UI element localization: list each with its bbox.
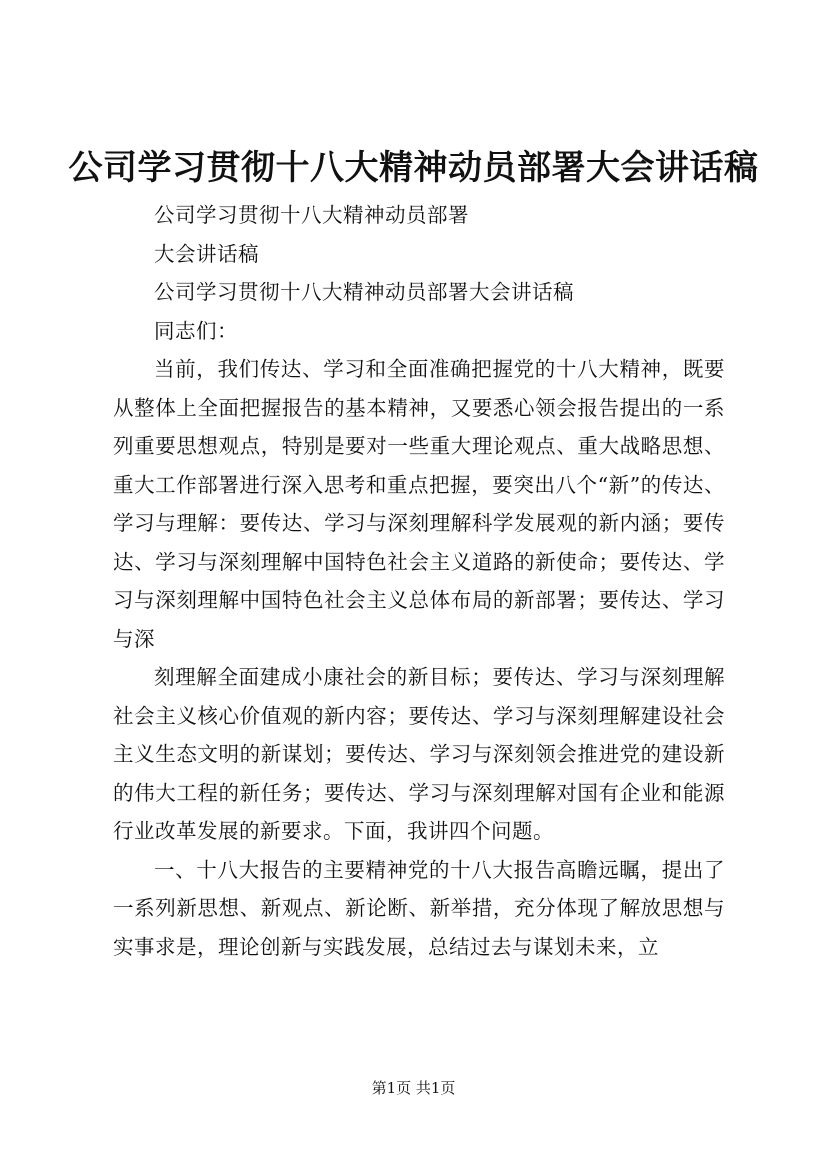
paragraph-salutation: 同志们： [154, 318, 238, 343]
paragraph-body-1: 当前，我们传达、学习和全面准确把握党的十八大精神，既要从整体上全面把握报告的基本精神，又要悉心领会报告提出的一系列重要思想观点，特别是要对一些重大理论观点、重大战略思想、重大工作部署进行深入思考和重点把握，要突出八个“新”的传达、学习与理解：要传达、学习与深刻理解科学发展观的新内涵；要传达、学习与深刻理解中国特色社会主义道路的新使命；要传达、学习与深刻理解中国特色社会主义总体布局的新部署；要传达、学习与深 [113, 357, 725, 651]
paragraph-subtitle-2: 大会讲话稿 [154, 241, 259, 266]
paragraph-body-2: 刻理解全面建成小康社会的新目标；要传达、学习与深刻理解社会主义核心价值观的新内容；要传达、学习与深刻理解建设社会主义生态文明的新谋划；要传达、学习与深刻领会推进党的建设新的伟大工程的新任务；要传达、学习与深刻理解对国有企业和能源行业改革发展的新要求。下面，我讲四个问题。 [113, 665, 725, 843]
paragraph-subtitle-3: 公司学习贯彻十八大精神动员部署大会讲话稿 [154, 280, 574, 304]
paragraph-subtitle-1: 公司学习贯彻十八大精神动员部署 [154, 203, 469, 227]
paragraph-body-3: 一、十八大报告的主要精神党的十八大报告高瞻远瞩，提出了一系列新思想、新观点、新论断、新举措，充分体现了解放思想与实事求是，理论创新与实践发展，总结过去与谋划未来，立 [113, 857, 725, 959]
document-title: 公司学习贯彻十八大精神动员部署大会讲话稿 [68, 148, 759, 188]
page-footer: 第1页 共1页 [371, 1079, 456, 1097]
document-body [113, 196, 725, 966]
